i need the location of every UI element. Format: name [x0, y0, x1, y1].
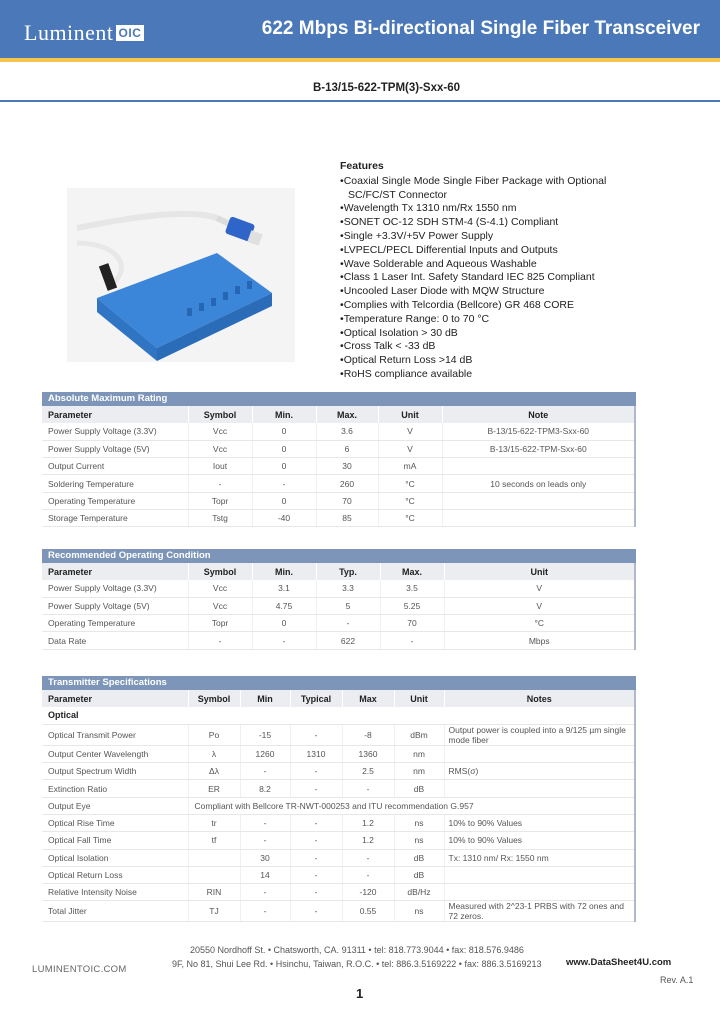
logo-text: Luminent	[24, 20, 114, 45]
rec-op-cell: V	[444, 597, 635, 614]
feature-item: • Cross Talk < -33 dB	[340, 340, 640, 354]
abs-max-cell: 85	[316, 509, 378, 526]
tx-spec-cell: -	[290, 814, 342, 831]
rec-op-cell: 70	[380, 615, 444, 632]
rec-op-header-cell: Min.	[252, 563, 316, 580]
company-logo	[24, 20, 144, 46]
rec-op-cell: Vcc	[188, 597, 252, 614]
logo-badge: OIC	[116, 25, 145, 41]
tx-spec-cell: 1360	[342, 745, 394, 762]
tx-spec-row	[42, 866, 635, 883]
feature-item: • Uncooled Laser Diode with MQW Structure	[340, 285, 640, 299]
tx-spec-cell: 10% to 90% Values	[444, 832, 635, 849]
rec-op-cell: Operating Temperature	[42, 615, 188, 632]
tx-spec-cell: -	[240, 901, 290, 922]
tx-spec-cell: 1260	[240, 745, 290, 762]
tx-spec-cell: Δλ	[188, 763, 240, 780]
tx-spec-cell: Relative Intensity Noise	[42, 884, 188, 901]
tx-spec-cell: ns	[394, 832, 444, 849]
tx-spec-cell	[188, 849, 240, 866]
tx-spec-cell: -	[342, 780, 394, 797]
abs-max-cell: B-13/15-622-TPM-Sxx-60	[442, 440, 635, 457]
rec-op-cell: °C	[444, 615, 635, 632]
abs-max-cell: Storage Temperature	[42, 509, 188, 526]
rec-op-cell: -	[188, 632, 252, 649]
abs-max-cell: 6	[316, 440, 378, 457]
abs-max-cell: °C	[378, 492, 442, 509]
tx-spec-cell: Po	[188, 724, 240, 745]
header-divider	[0, 58, 720, 62]
abs-max-cell: 0	[252, 440, 316, 457]
rec-op-row	[42, 632, 635, 649]
tx-spec-cell: dB	[394, 780, 444, 797]
tx-spec-cell: 8.2	[240, 780, 290, 797]
abs-max-cell: 3.6	[316, 423, 378, 440]
tx-spec-header-cell: Max	[342, 690, 394, 707]
rec-op-cell: V	[444, 580, 635, 597]
tx-spec-cell: 1.2	[342, 832, 394, 849]
feature-item: • Coaxial Single Mode Single Fiber Package with Optional SC/FC/ST Connector	[340, 175, 640, 203]
tx-spec-cell: Extinction Ratio	[42, 780, 188, 797]
tx-spec-cell: Tx: 1310 nm/ Rx: 1550 nm	[444, 849, 635, 866]
rec-op-cell: 3.1	[252, 580, 316, 597]
tx-spec-header-cell: Parameter	[42, 690, 188, 707]
tx-spec-cell: -	[342, 866, 394, 883]
part-number: B-13/15-622-TPM(3)-Sxx-60	[312, 82, 460, 94]
part-number-divider	[0, 100, 720, 102]
tx-spec-cell: Measured with 2^23-1 PRBS with 72 ones and 72 zeros.	[444, 901, 635, 922]
rec-op-row	[42, 597, 635, 614]
rec-op-row	[42, 615, 635, 632]
abs-max-title: Absolute Maximum Rating	[42, 392, 636, 406]
feature-item: • RoHS compliance available	[340, 368, 640, 382]
tx-spec-cell: -	[240, 763, 290, 780]
rec-op-cell: 4.75	[252, 597, 316, 614]
tx-spec-row	[42, 724, 635, 745]
abs-max-cell: Iout	[188, 458, 252, 475]
tx-spec-row	[42, 814, 635, 831]
abs-max-cell: mA	[378, 458, 442, 475]
abs-max-cell: B-13/15-622-TPM3-Sxx-60	[442, 423, 635, 440]
tx-spec-cell	[444, 866, 635, 883]
tx-spec-cell: -	[240, 832, 290, 849]
feature-item: • Complies with Telcordia (Bellcore) GR 468 CORE	[340, 299, 640, 313]
rec-op-title: Recommended Operating Condition	[42, 549, 636, 563]
rec-op-section	[42, 549, 636, 650]
rec-op-table	[42, 563, 636, 650]
abs-max-header-cell: Parameter	[42, 406, 188, 423]
tx-spec-header-cell: Symbol	[188, 690, 240, 707]
rec-op-header-cell: Parameter	[42, 563, 188, 580]
header-bar	[0, 0, 720, 58]
abs-max-table	[42, 406, 636, 527]
tx-spec-cell: Output Eye	[42, 797, 188, 814]
rec-op-cell: Data Rate	[42, 632, 188, 649]
rec-op-header-cell: Max.	[380, 563, 444, 580]
tx-spec-header-cell: Unit	[394, 690, 444, 707]
tx-spec-cell: -	[342, 849, 394, 866]
abs-max-cell: 0	[252, 458, 316, 475]
footer-datasheet-link: www.DataSheet4U.com	[566, 957, 672, 968]
abs-max-cell: Power Supply Voltage (5V)	[42, 440, 188, 457]
abs-max-cell: -	[252, 475, 316, 492]
tx-spec-header-cell: Notes	[444, 690, 635, 707]
rec-op-cell: -	[316, 615, 380, 632]
rec-op-cell: Power Supply Voltage (3.3V)	[42, 580, 188, 597]
abs-max-cell: 70	[316, 492, 378, 509]
tx-spec-cell: 10% to 90% Values	[444, 814, 635, 831]
tx-spec-cell: -	[290, 884, 342, 901]
abs-max-cell: Soldering Temperature	[42, 475, 188, 492]
tx-spec-cell: -120	[342, 884, 394, 901]
tx-spec-cell: Optical Return Loss	[42, 866, 188, 883]
footer-address-us: 20550 Nordhoff St. • Chatsworth, CA. 91311 • tel: 818.773.9044 • fax: 818.576.9486	[190, 945, 524, 955]
abs-max-cell: Operating Temperature	[42, 492, 188, 509]
footer-address-tw: 9F, No 81, Shui Lee Rd. • Hsinchu, Taiwan, R.O.C. • tel: 886.3.5169222 • fax: 886.3.5169213	[172, 959, 542, 969]
abs-max-row	[42, 458, 635, 475]
abs-max-cell: °C	[378, 509, 442, 526]
feature-item: • Wavelength Tx 1310 nm/Rx 1550 nm	[340, 202, 640, 216]
tx-spec-section	[42, 676, 636, 922]
abs-max-header-cell: Max.	[316, 406, 378, 423]
abs-max-header-cell: Unit	[378, 406, 442, 423]
rec-op-cell: 5	[316, 597, 380, 614]
rec-op-cell: 3.5	[380, 580, 444, 597]
tx-spec-header-cell: Min	[240, 690, 290, 707]
abs-max-cell: V	[378, 440, 442, 457]
tx-spec-cell: 1310	[290, 745, 342, 762]
tx-spec-cell	[444, 884, 635, 901]
features-heading: Features	[340, 160, 384, 172]
rec-op-cell: 622	[316, 632, 380, 649]
rec-op-header-cell: Symbol	[188, 563, 252, 580]
abs-max-row	[42, 492, 635, 509]
tx-spec-row	[42, 745, 635, 762]
features-list	[340, 160, 640, 382]
tx-spec-cell: 30	[240, 849, 290, 866]
feature-item: • Single +3.3V/+5V Power Supply	[340, 230, 640, 244]
tx-spec-cell	[444, 745, 635, 762]
tx-spec-cell: Output power is coupled into a 9/125 µm single mode fiber	[444, 724, 635, 745]
abs-max-row	[42, 475, 635, 492]
document-title: 622 Mbps Bi-directional Single Fiber Transceiver	[261, 18, 700, 39]
page-number: 1	[356, 986, 364, 1001]
abs-max-cell: -	[188, 475, 252, 492]
tx-spec-cell: Total Jitter	[42, 901, 188, 922]
abs-max-cell: 260	[316, 475, 378, 492]
tx-spec-cell: -	[290, 866, 342, 883]
rec-op-row	[42, 580, 635, 597]
tx-spec-cell: Optical Transmit Power	[42, 724, 188, 745]
tx-spec-cell: ns	[394, 814, 444, 831]
tx-spec-cell: 0.55	[342, 901, 394, 922]
abs-max-cell: Power Supply Voltage (3.3V)	[42, 423, 188, 440]
tx-spec-cell: 14	[240, 866, 290, 883]
tx-spec-cell: nm	[394, 745, 444, 762]
feature-item: • Temperature Range: 0 to 70 °C	[340, 313, 640, 327]
abs-max-row	[42, 509, 635, 526]
feature-item: • Optical Return Loss >14 dB	[340, 354, 640, 368]
rec-op-header-cell: Typ.	[316, 563, 380, 580]
rec-op-cell: Topr	[188, 615, 252, 632]
feature-item: • Wave Solderable and Aqueous Washable	[340, 258, 640, 272]
tx-spec-cell: Output Spectrum Width	[42, 763, 188, 780]
features-items	[340, 175, 640, 382]
tx-spec-eye-row	[42, 797, 635, 814]
abs-max-row	[42, 423, 635, 440]
tx-spec-cell: Output Center Wavelength	[42, 745, 188, 762]
rec-op-header-cell: Unit	[444, 563, 635, 580]
transceiver-image	[67, 188, 295, 362]
abs-max-header-cell: Min.	[252, 406, 316, 423]
tx-spec-cell: nm	[394, 763, 444, 780]
tx-spec-cell: -15	[240, 724, 290, 745]
tx-spec-title: Transmitter Specifications	[42, 676, 636, 690]
product-photo	[67, 188, 295, 362]
rec-op-cell: 3.3	[316, 580, 380, 597]
abs-max-cell: 30	[316, 458, 378, 475]
rec-op-cell: Power Supply Voltage (5V)	[42, 597, 188, 614]
tx-spec-cell: RIN	[188, 884, 240, 901]
abs-max-cell: Output Current	[42, 458, 188, 475]
tx-spec-cell: dB/Hz	[394, 884, 444, 901]
abs-max-header-cell: Note	[442, 406, 635, 423]
tx-spec-cell: -	[290, 901, 342, 922]
abs-max-cell	[442, 509, 635, 526]
tx-spec-cell: -8	[342, 724, 394, 745]
rec-op-cell: 5.25	[380, 597, 444, 614]
footer-website: LUMINENTOIC.COM	[32, 964, 127, 975]
tx-spec-cell: ER	[188, 780, 240, 797]
feature-item: • SONET OC-12 SDH STM-4 (S-4.1) Compliant	[340, 216, 640, 230]
abs-max-cell: 0	[252, 492, 316, 509]
abs-max-cell: 10 seconds on leads only	[442, 475, 635, 492]
tx-spec-cell: Optical Rise Time	[42, 814, 188, 831]
rec-op-cell: Vcc	[188, 580, 252, 597]
tx-spec-cell	[444, 780, 635, 797]
abs-max-cell: Tstg	[188, 509, 252, 526]
tx-spec-cell: -	[240, 884, 290, 901]
tx-spec-cell: Optical Isolation	[42, 849, 188, 866]
footer-revision: Rev. A.1	[660, 975, 694, 985]
tx-spec-cell: -	[290, 832, 342, 849]
tx-spec-cell: -	[290, 724, 342, 745]
tx-spec-cell: 2.5	[342, 763, 394, 780]
rec-op-cell: -	[380, 632, 444, 649]
tx-spec-cell: λ	[188, 745, 240, 762]
tx-spec-cell: -	[240, 814, 290, 831]
abs-max-cell	[442, 458, 635, 475]
abs-max-cell: Topr	[188, 492, 252, 509]
tx-spec-row	[42, 901, 635, 922]
tx-spec-row	[42, 780, 635, 797]
tx-spec-cell: tr	[188, 814, 240, 831]
rec-op-cell: -	[252, 632, 316, 649]
feature-item: • LVPECL/PECL Differential Inputs and Outputs	[340, 244, 640, 258]
tx-spec-cell: ns	[394, 901, 444, 922]
abs-max-cell: -40	[252, 509, 316, 526]
abs-max-cell: Vcc	[188, 440, 252, 457]
tx-spec-cell: tf	[188, 832, 240, 849]
tx-spec-subheading: Optical	[42, 707, 635, 724]
tx-spec-subheading-row	[42, 707, 635, 724]
abs-max-row	[42, 440, 635, 457]
tx-spec-cell: Optical Fall Time	[42, 832, 188, 849]
tx-spec-cell: dB	[394, 866, 444, 883]
tx-spec-row	[42, 884, 635, 901]
tx-spec-row	[42, 832, 635, 849]
rec-op-cell: Mbps	[444, 632, 635, 649]
feature-item: • Optical Isolation > 30 dB	[340, 327, 640, 341]
rec-op-cell: 0	[252, 615, 316, 632]
tx-spec-row	[42, 849, 635, 866]
tx-spec-row	[42, 763, 635, 780]
abs-max-cell: °C	[378, 475, 442, 492]
abs-max-cell: Vcc	[188, 423, 252, 440]
tx-spec-cell: TJ	[188, 901, 240, 922]
tx-spec-cell: RMS(σ)	[444, 763, 635, 780]
tx-spec-cell: -	[290, 763, 342, 780]
tx-spec-header-cell: Typical	[290, 690, 342, 707]
tx-spec-cell: 1.2	[342, 814, 394, 831]
feature-item: • Class 1 Laser Int. Safety Standard IEC 825 Compliant	[340, 271, 640, 285]
abs-max-header-cell: Symbol	[188, 406, 252, 423]
abs-max-cell	[442, 492, 635, 509]
tx-spec-cell: -	[290, 849, 342, 866]
abs-max-cell: V	[378, 423, 442, 440]
tx-spec-table	[42, 690, 636, 922]
tx-spec-cell: -	[290, 780, 342, 797]
tx-spec-eye-text: Compliant with Bellcore TR-NWT-000253 and ITU recommendation G.957	[188, 797, 635, 814]
tx-spec-cell: dBm	[394, 724, 444, 745]
tx-spec-cell	[188, 866, 240, 883]
tx-spec-cell: dB	[394, 849, 444, 866]
abs-max-section	[42, 392, 636, 527]
abs-max-cell: 0	[252, 423, 316, 440]
